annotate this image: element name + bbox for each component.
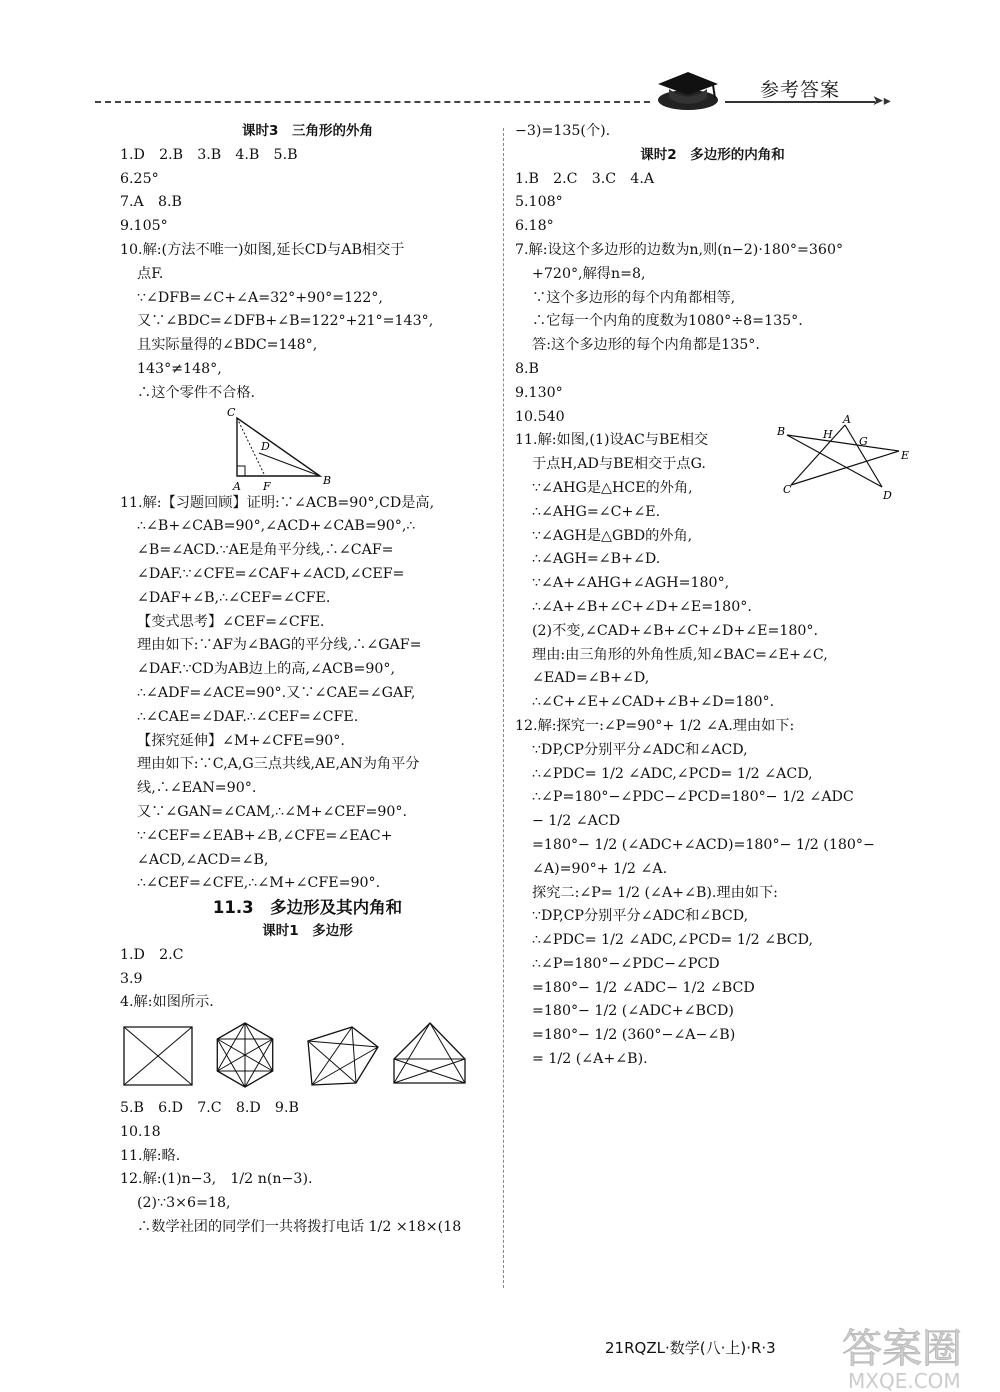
answer-line: ∴∠PDC= 1/2 ∠ADC,∠PCD= 1/2 ∠BCD,: [532, 932, 814, 949]
answer-line: 7.解:设这个多边形的边数为n,则(n−2)·180°=360°: [515, 241, 844, 258]
answer-line: 9.130°: [515, 384, 563, 401]
answer-line: ∠B=∠ACD.∵AE是角平分线,∴∠CAF=: [137, 542, 394, 559]
header-rule-left: [95, 101, 650, 103]
answer-line: 5.B 6.D 7.C 8.D 9.B: [120, 1100, 299, 1117]
answer-line: 11.解:如图,(1)设AC与BE相交 A B H G E C D: [515, 429, 910, 453]
answer-line: 4.解:如图所示.: [120, 994, 214, 1011]
answer-line: 1.D 2.C: [120, 946, 184, 963]
polygons-figure: [120, 1015, 470, 1097]
section-heading: 11.3 多边形及其内角和: [212, 898, 403, 918]
answer-line: ∴∠P=180°−∠PDC−∠PCD: [532, 955, 720, 972]
answer-line: ∵∠AHG是△HCE的外角,: [532, 479, 693, 496]
answer-line: 理由如下:∵C,A,G三点共线,AE,AN为角平分: [137, 756, 420, 773]
answer-line: 又∵∠BDC=∠DFB+∠B=122°+21°=143°,: [137, 313, 434, 330]
answer-line: 【变式思考】∠CEF=∠CFE.: [137, 613, 325, 630]
figure-label-E: E: [901, 449, 910, 463]
answer-line: 11.解:【习题回顾】证明:∵∠ACB=90°,CD是高,: [120, 494, 435, 511]
left-column: [120, 120, 495, 1240]
answer-line: 6.25°: [120, 170, 159, 187]
answer-line: 3.9: [120, 970, 143, 987]
right-column: [515, 120, 910, 1072]
answer-line: ∵DP,CP分别平分∠ADC和∠BCD,: [532, 908, 749, 925]
answer-line: 理由如下:∵AF为∠BAG的平分线,∴∠GAF=: [137, 637, 422, 654]
answer-line: 【探究延伸】∠M+∠CFE=90°.: [137, 732, 345, 749]
answer-line: 理由:由三角形的外角性质,知∠BAC=∠E+∠C,: [532, 646, 828, 663]
figure-label-B: B: [777, 425, 786, 439]
answer-line: 点F.: [137, 265, 164, 282]
lesson-heading: 课时3 三角形的外角: [242, 123, 373, 139]
answer-line: 5.108°: [515, 194, 563, 211]
answer-line: 10.18: [120, 1123, 161, 1140]
figure-label-H: H: [823, 428, 833, 442]
header-arrow-icon: ➤▸: [872, 93, 891, 109]
graduation-cap-icon: [653, 64, 723, 114]
diagonal-line: [352, 1027, 356, 1083]
header-title: 参考答案: [760, 79, 841, 101]
answer-line: 线,∴∠EAN=90°.: [137, 780, 257, 797]
svg-text:答案圈: 答案圈: [842, 1326, 962, 1372]
answer-line: ∵这个多边形的每个内角都相等,: [532, 289, 736, 306]
lesson-heading: 课时1 多边形: [262, 922, 353, 939]
polygon-shape: [394, 1023, 465, 1083]
figure-label-F: F: [263, 479, 271, 492]
figure-label-A: A: [843, 413, 851, 427]
answer-line: ∵DP,CP分别平分∠ADC和∠ACD,: [532, 741, 748, 758]
answer-line: ∴∠AGH=∠B+∠D.: [532, 551, 661, 568]
answer-line: ∠DAF.∵∠CFE=∠CAF+∠ACD,∠CEF=: [137, 565, 405, 582]
answer-line: ∴∠A+∠B+∠C+∠D+∠E=180°.: [532, 598, 752, 615]
star-edge: [791, 451, 899, 485]
watermark-logo: [838, 1318, 988, 1392]
answer-line: ∴∠B+∠CAB=90°,∠ACD+∠CAB=90°,∴: [137, 518, 416, 535]
lesson-heading: 课时2 多边形的内角和: [640, 146, 785, 163]
segment-bd: [259, 453, 320, 476]
answer-line: 1.B 2.C 3.C 4.A: [515, 170, 655, 187]
answer-line: +720°,解得n=8,: [532, 265, 646, 282]
triangle-figure: [215, 406, 355, 492]
figure-label-G: G: [859, 435, 868, 449]
right-angle-mark: [237, 466, 245, 476]
answer-line: ∵∠CEF=∠EAB+∠B,∠CFE=∠EAC+: [137, 827, 393, 844]
figure-label-C: C: [227, 405, 236, 419]
answer-line: ∴∠CAE=∠DAF.∴∠CEF=∠CFE.: [137, 708, 359, 725]
answer-line: = 1/2 (∠A+∠B).: [532, 1051, 648, 1068]
figure-label-B: B: [323, 473, 332, 487]
answer-line: ∴∠ADF=∠ACE=90°.又∵∠CAE=∠GAF,: [137, 684, 416, 701]
answer-line: ∴它每一个内角的度数为1080°÷8=135°.: [532, 313, 803, 330]
answer-line: ∴∠AHG=∠C+∠E.: [532, 503, 661, 520]
answer-line: =180°− 1/2 ∠ADC− 1/2 ∠BCD: [532, 979, 755, 996]
answer-line: ∵∠DFB=∠C+∠A=32°+90°=122°,: [137, 289, 383, 306]
figure-label-D: D: [883, 489, 892, 500]
column-divider: [503, 128, 504, 1288]
answer-line: 8.B: [515, 360, 539, 377]
answer-line: 又∵∠GAN=∠CAM,∴∠M+∠CEF=90°.: [137, 803, 407, 820]
answer-line: 11.解:略.: [120, 1147, 181, 1164]
diagonal-line: [312, 1027, 352, 1085]
star-edge: [787, 435, 899, 451]
answer-line: ∠DAF+∠B,∴∠CEF=∠CFE.: [137, 589, 331, 606]
answer-line: 1.D 2.B 3.B 4.B 5.B: [120, 146, 298, 163]
answer-line: =180°− 1/2 (∠ADC+∠ACD)=180°− 1/2 (180°−: [532, 836, 875, 853]
answer-line: ∴∠P=180°−∠PDC−∠PCD=180°− 1/2 ∠ADC: [532, 789, 854, 806]
answer-line: 且实际量得的∠BDC=148°,: [137, 337, 318, 354]
answer-line: ∠DAF.∵CD为AB边上的高,∠ACB=90°,: [137, 661, 395, 678]
answer-line: 6.18°: [515, 218, 554, 235]
diagonal-line: [308, 1041, 378, 1047]
answer-line: =180°− 1/2 (360°−∠A−∠B): [532, 1027, 736, 1044]
answer-line: 10.540: [515, 408, 565, 425]
answer-line: 12.解:(1)n−3, 1/2 n(n−3).: [120, 1171, 313, 1188]
answer-line: 答:这个多边形的每个内角都是135°.: [532, 337, 760, 354]
figure-label-A: A: [233, 479, 241, 492]
answer-line: ∠ACD,∠ACD=∠B,: [137, 851, 269, 868]
answer-line: 探究二:∠P= 1/2 (∠A+∠B).理由如下:: [532, 884, 778, 901]
answer-line: 7.A 8.B: [120, 194, 182, 211]
answer-line: ∴∠CEF=∠CFE,∴∠M+∠CFE=90°.: [137, 875, 381, 892]
answer-line: 143°≠148°,: [137, 360, 222, 377]
answer-line: ∴∠PDC= 1/2 ∠ADC,∠PCD= 1/2 ∠ACD,: [532, 765, 813, 782]
answer-line: 于点H,AD与BE相交于点G.: [532, 456, 706, 473]
svg-text:MXQE.COM: MXQE.COM: [848, 1369, 961, 1392]
answer-line: 10.解:(方法不唯一)如图,延长CD与AB相交于: [120, 241, 405, 258]
answer-line: 9.105°: [120, 218, 168, 235]
answer-line: − 1/2 ∠ACD: [532, 813, 621, 830]
answer-line: (2)不变,∠CAD+∠B+∠C+∠D+∠E=180°.: [532, 622, 819, 639]
answer-line: 12.解:探究一:∠P=90°+ 1/2 ∠A.理由如下:: [515, 717, 795, 734]
star-figure: [775, 413, 910, 499]
answer-line: (2)∵3×6=18,: [137, 1195, 231, 1212]
answer-line: ∴∠C+∠E+∠CAD+∠B+∠D=180°.: [532, 694, 775, 711]
diagonal-line: [308, 1041, 356, 1083]
page-footer: 21RQZL·数学(八·上)·R·3: [605, 1339, 776, 1357]
answer-line: ∵∠AGH是△GBD的外角,: [532, 527, 693, 544]
figure-label-D: D: [261, 439, 270, 453]
answer-line: −3)=135(个).: [515, 123, 611, 139]
answer-line: ∵∠A+∠AHG+∠AGH=180°,: [532, 575, 730, 592]
answer-line: ∴数学社团的同学们一共将拨打电话 1/2 ×18×(18: [137, 1219, 462, 1236]
answer-line: ∠EAD=∠B+∠D,: [532, 670, 650, 687]
triangle-shape: [237, 418, 320, 476]
figure-label-C: C: [783, 483, 792, 497]
answer-line: ∠A)=90°+ 1/2 ∠A.: [532, 860, 668, 877]
answer-line: ∴这个零件不合格.: [137, 384, 256, 401]
answer-line: =180°− 1/2 (∠ADC+∠BCD): [532, 1003, 734, 1020]
